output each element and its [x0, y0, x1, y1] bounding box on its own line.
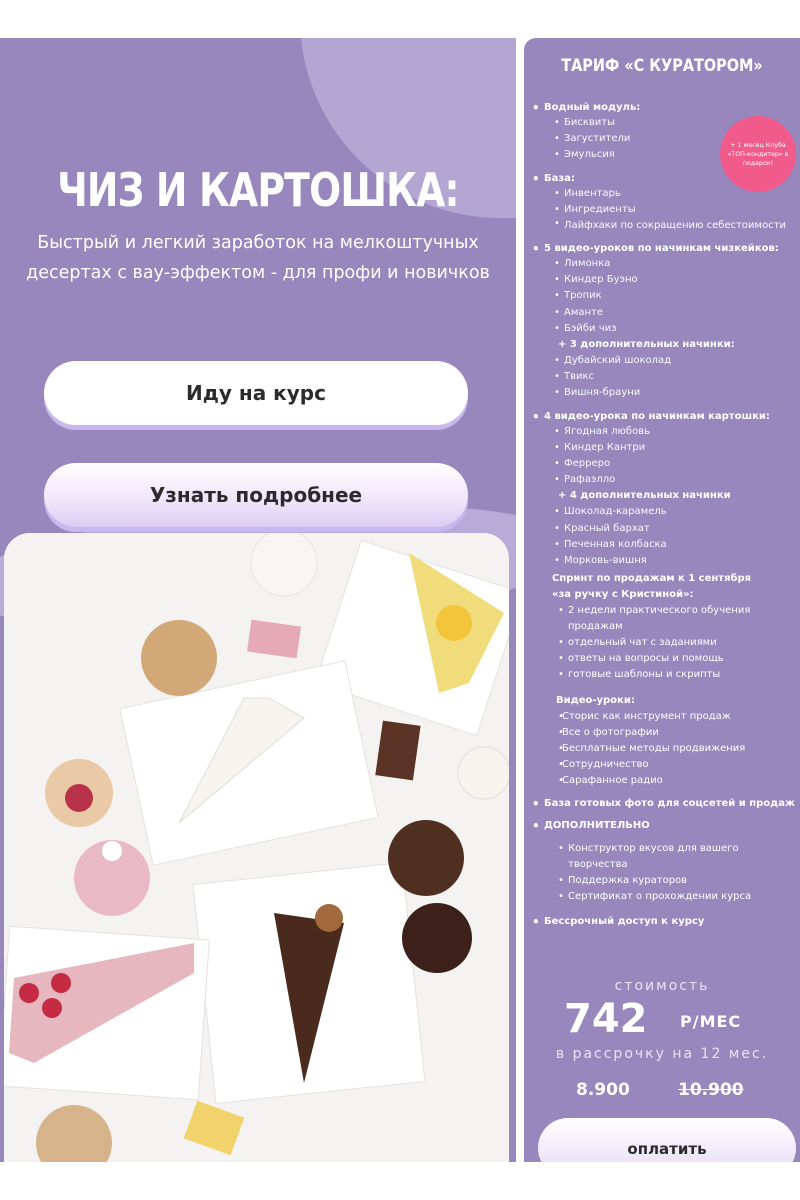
hero-subtitle: Быстрый и легкий заработок на мелкоштучных десертах с вау-эффектом - для профи и новичков	[26, 233, 490, 283]
list-item: • Конструктор вкусов для вашего творчества	[538, 841, 798, 873]
list-item: • Киндер Буэно	[538, 272, 798, 288]
list-item: • 2 недели практического обучения продажам	[538, 603, 798, 635]
tariff-card	[524, 38, 800, 1162]
list-item: • Сарафанное радио	[538, 773, 798, 789]
list-item: • Сотрудничество	[538, 757, 798, 773]
list-item: • Морковь-вишня	[538, 553, 798, 569]
extra-fillings-title: + 4 дополнительных начинки	[558, 490, 731, 502]
list-item: • Лимонка	[538, 256, 798, 272]
list-item: • Лайфхаки по сокращению себестоимости	[538, 218, 798, 232]
list-item: • Ингредиенты	[538, 202, 798, 218]
extra-fillings-title: + 3 дополнительных начинки:	[558, 339, 735, 351]
section-title: • 5 видео-уроков по начинкам чизкейков:	[538, 242, 798, 256]
section-title: • База:	[538, 172, 798, 186]
list-item: • ответы на вопросы и помощь	[538, 651, 798, 667]
list-item: • Вишня-брауни	[538, 385, 798, 401]
list-item: • Ягодная любовь	[538, 424, 798, 440]
list-item: • Сертификат о прохождении курса	[538, 889, 798, 905]
list-item: • Бисквиты	[538, 115, 798, 131]
video-lessons-title: Видео-уроки:	[556, 695, 635, 707]
section-title: • База готовых фото для соцсетей и продаж	[538, 797, 798, 811]
learn-more-button[interactable]: Узнать подробнее	[44, 463, 468, 527]
old-price: 10.900	[678, 1080, 744, 1100]
list-item: • Бэйби чиз	[538, 321, 798, 337]
sprint-title: Спринт по продажам к 1 сентября	[552, 573, 752, 585]
sprint-subtitle: «за ручку с Кристиной»:	[552, 589, 694, 601]
list-item: • Печенная колбаска	[538, 537, 798, 553]
current-price: 8.900	[576, 1080, 630, 1100]
hero-title: ЧИЗ И КАРТОШКА:	[57, 163, 459, 217]
section-title: • Бессрочный доступ к курсу	[538, 915, 798, 929]
tariff-contents	[538, 93, 798, 929]
list-item: • Твикс	[538, 369, 798, 385]
section-title: • ДОПОЛНИТЕЛЬНО	[538, 819, 798, 833]
tariff-title: ТАРИФ «С КУРАТОРОМ»	[561, 56, 763, 76]
price-value: 742	[564, 996, 648, 1042]
pay-button[interactable]: оплатить	[538, 1118, 796, 1162]
list-item: • Киндер Кантри	[538, 440, 798, 456]
list-item: • Бесплатные методы продвижения	[538, 741, 798, 757]
section-title: • 4 видео-урока по начинкам картошки:	[538, 410, 798, 424]
club-gift-badge: + 1 месяц Клуба «ТОП-кондитер» в подарок!	[720, 116, 796, 192]
price-unit: Р/МЕС	[680, 1012, 742, 1031]
list-item: • Загустители	[538, 131, 798, 147]
list-item: • Поддержка кураторов	[538, 873, 798, 889]
list-item: • Все о фотографии	[538, 725, 798, 741]
list-item: • Сторис как инструмент продаж	[538, 709, 798, 725]
hero-panel	[0, 38, 516, 1162]
list-item: • Инвентарь	[538, 186, 798, 202]
list-item: • отдельный чат с заданиями	[538, 635, 798, 651]
list-item: • Ферреро	[538, 456, 798, 472]
list-item: • Эмульсия	[538, 147, 798, 163]
section-title: • Водный модуль:	[538, 101, 798, 115]
installment-text: в рассрочку на 12 мес.	[555, 1046, 769, 1062]
list-item: • Рафаэлло	[538, 472, 798, 488]
list-item: • Аманте	[538, 305, 798, 321]
list-item: • Шоколад-карамель	[538, 504, 798, 520]
price-label: стоимость	[614, 978, 710, 994]
list-item: • готовые шаблоны и скрипты	[538, 667, 798, 683]
list-item: • Дубайский шоколад	[538, 353, 798, 369]
list-item: • Красный бархат	[538, 521, 798, 537]
desserts-photo	[4, 533, 509, 1162]
list-item: • Тропик	[538, 288, 798, 304]
enroll-button[interactable]: Иду на курс	[44, 361, 468, 425]
